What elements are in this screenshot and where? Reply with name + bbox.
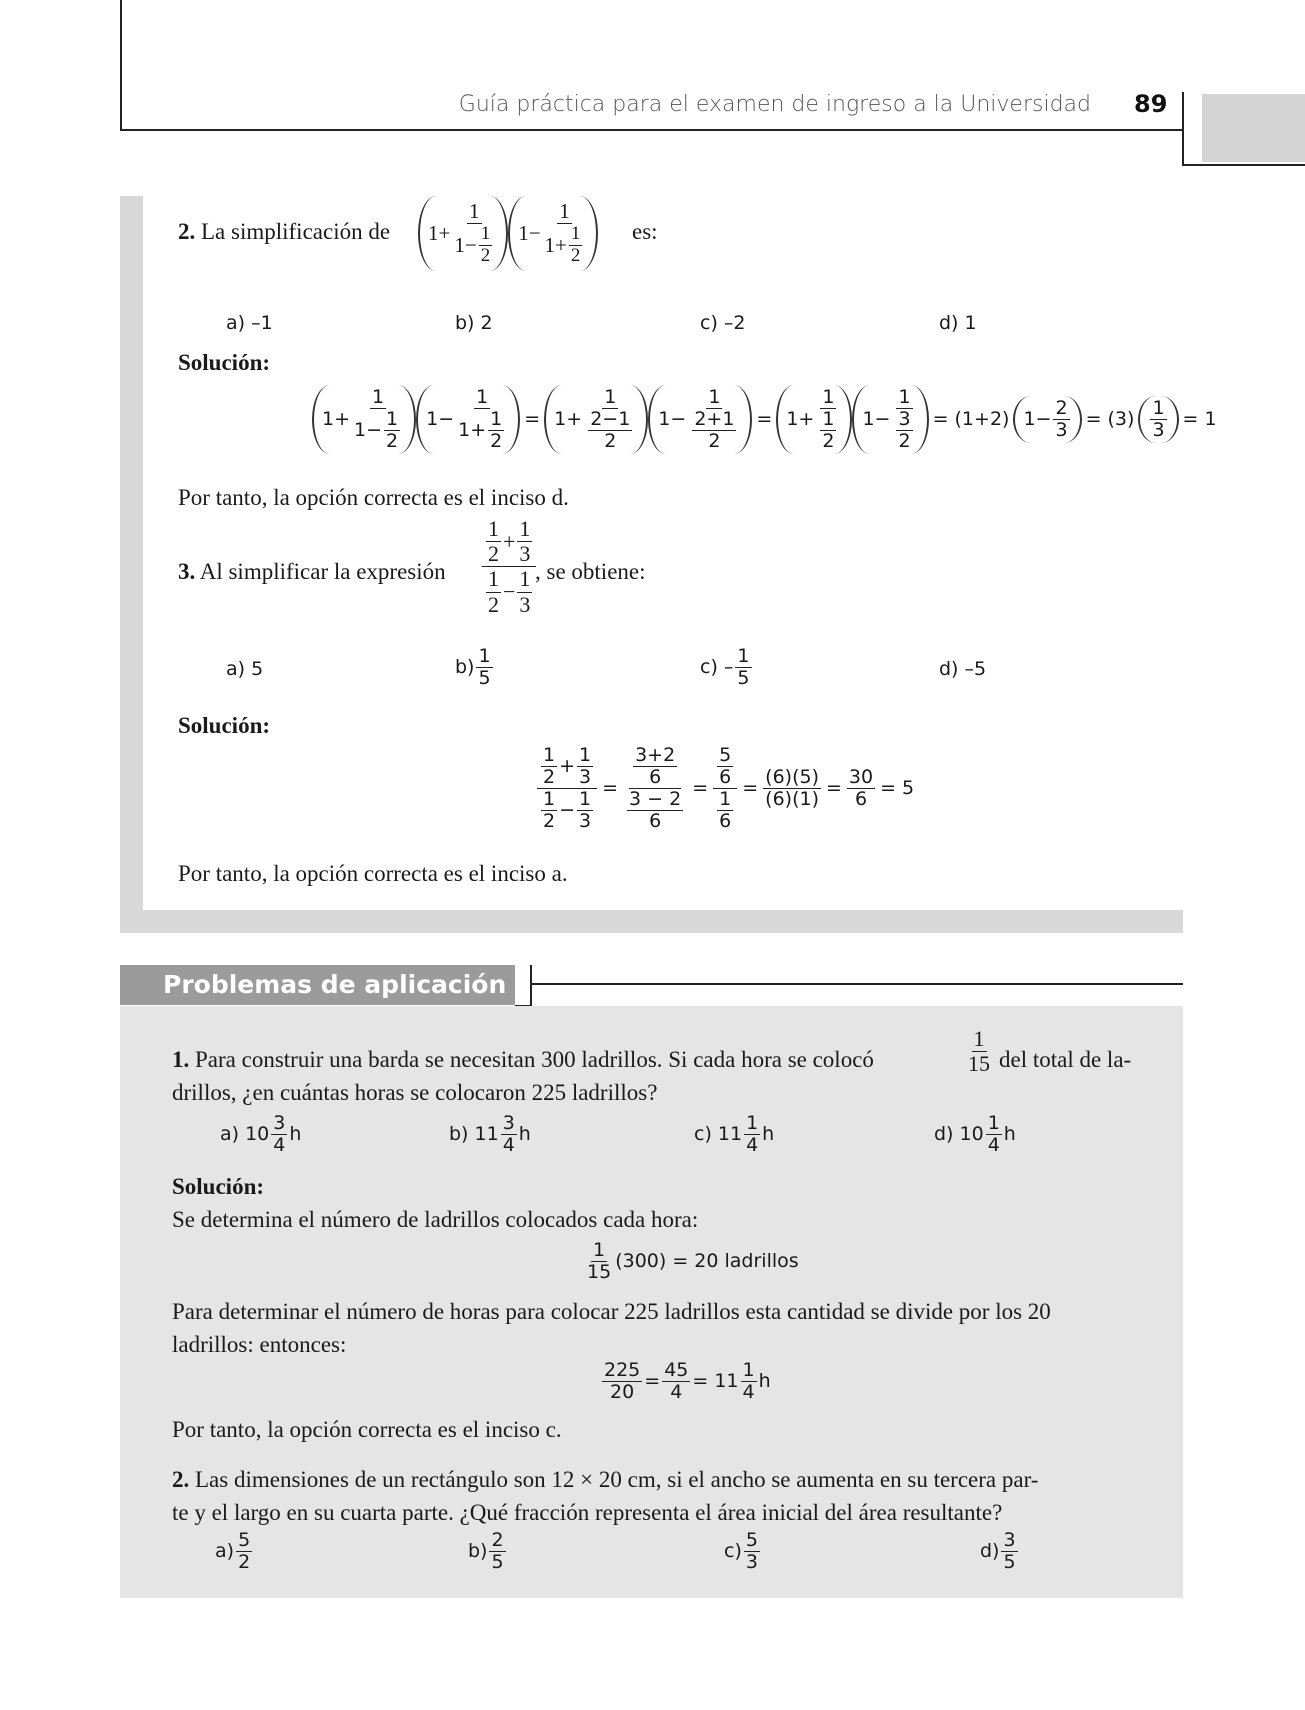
app-2-line-2: te y el largo en su cuarta parte. ¿Qué fracción representa el área inicial del área resultante? (172, 1500, 1003, 1525)
problem-3-option-c: c) – 1 5 (700, 645, 750, 689)
header-rule (120, 129, 1183, 131)
app-2-option-d: d) 3 5 (980, 1529, 1016, 1573)
problem-2-expression: 1+ 1 1− 1 2 1− 1 1+ 1 2 (418, 196, 598, 271)
app-1-step-1: Se determina el número de ladrillos colocados cada hora: (172, 1207, 699, 1232)
problem-2-option-c: c) –2 (700, 312, 746, 334)
app-1-option-c: c) 11 1 4 h (694, 1112, 775, 1156)
solution-box-left-bar (120, 196, 143, 933)
problem-2-solution-equation: 1+ 1 1− 1 2 1− 1 1+ 1 2 = 1+ 1 $\frac{2-1}{2}$ 1− 1 $\frac{2+1}{2}$ = 1+ 1 $\frac{1}{2}$ 1− 1 $\frac{3}{2}$ = (1+2) 1− 2 3 = (3) $\frac{1}{3}$ = 1 (312, 385, 1221, 454)
problem-3-solution-equation: 1 2 + 1 3 1 2 − 1 3 = $\frac{\frac{3+2}{6}}{\frac{3 - 2}{6}}$ = $\frac{\frac{5}{6}}{\frac{1}{6}}$ = $\frac{(6)(5)}{(6)(1)}$ = $\frac{30}{6}$ = 5 (535, 745, 917, 832)
app-2-line-1: 2. Las dimensiones de un rectángulo son 12 × 20 cm, si el ancho se aumenta en su tercera par- (172, 1467, 1039, 1492)
problem-3-tail: , se obtiene: (535, 559, 646, 584)
problem-2-option-b: b) 2 (455, 312, 493, 334)
problem-2-option-d: d) 1 (939, 312, 977, 334)
problem-2-statement: 2. La simplificación de (178, 219, 391, 244)
app-1-line-1: 1. Para construir una barda se necesitan 300 ladrillos. Si cada hora se colocó (172, 1047, 874, 1072)
running-title: Guía práctica para el examen de ingreso a la Universidad (458, 92, 1091, 117)
app-1-equation-2: 225 20 = 45 4 = 11 1 4 h (604, 1359, 771, 1403)
app-1-option-a: a) 10 3 4 h (220, 1112, 302, 1156)
problem-2-solution-label: Solución: (178, 350, 271, 375)
section-rule (532, 983, 1183, 985)
problem-2-tail: es: (632, 219, 658, 244)
app-1-solution-label: Solución: (172, 1174, 265, 1199)
problem-3-conclusion: Por tanto, la opción correcta es el inciso a. (178, 861, 568, 886)
problem-3-statement: 3. Al simplificar la expresión (178, 559, 446, 584)
app-2-option-b: b) 2 5 (468, 1529, 504, 1573)
problem-3-option-a: a) 5 (226, 658, 264, 680)
app-1-option-b: b) 11 3 4 h (449, 1112, 531, 1156)
section-tab-bracket (530, 965, 532, 1005)
page-number: 89 (1134, 90, 1168, 118)
solution-box-bottom-bar (120, 910, 1183, 933)
problem-2-conclusion: Por tanto, la opción correcta es el inciso d. (178, 485, 569, 510)
section-title: Problemas de aplicación (163, 970, 507, 999)
problem-3-solution-label: Solución: (178, 713, 271, 738)
app-2-option-a: a) 5 2 (215, 1529, 251, 1573)
problem-3-option-b: b) 1 5 (455, 645, 491, 689)
app-1-step-2-line-1: Para determinar el número de horas para colocar 225 ladrillos esta cantidad se divide por los 20 (172, 1299, 1051, 1324)
frame-left-rule (120, 0, 122, 131)
frame-right-rule (1182, 92, 1184, 166)
problem-2-option-a: a) –1 (226, 312, 273, 334)
app-1-equation-1: 1 15 (300) = 20 ladrillos (587, 1239, 799, 1283)
app-1-step-2-line-2: ladrillos: entonces: (172, 1332, 347, 1357)
app-1-line-1-end: del total de la- (999, 1047, 1132, 1072)
frame-corner-rule (1182, 164, 1305, 166)
problem-3-expression: 1 2 + 1 3 1 2 − 1 3 (480, 517, 538, 617)
app-1-line-2: drillos, ¿en cuántas horas se colocaron 225 ladrillos? (172, 1080, 658, 1105)
app-2-option-c: c) 5 3 (724, 1529, 758, 1573)
app-1-conclusion: Por tanto, la opción correcta es el inciso c. (172, 1417, 562, 1442)
problem-3-option-d: d) –5 (939, 658, 987, 680)
app-1-option-d: d) 10 1 4 h (934, 1112, 1016, 1156)
thumb-tab (1202, 94, 1305, 162)
app-1-fraction: $\frac{1}{15}$ (968, 1026, 990, 1077)
